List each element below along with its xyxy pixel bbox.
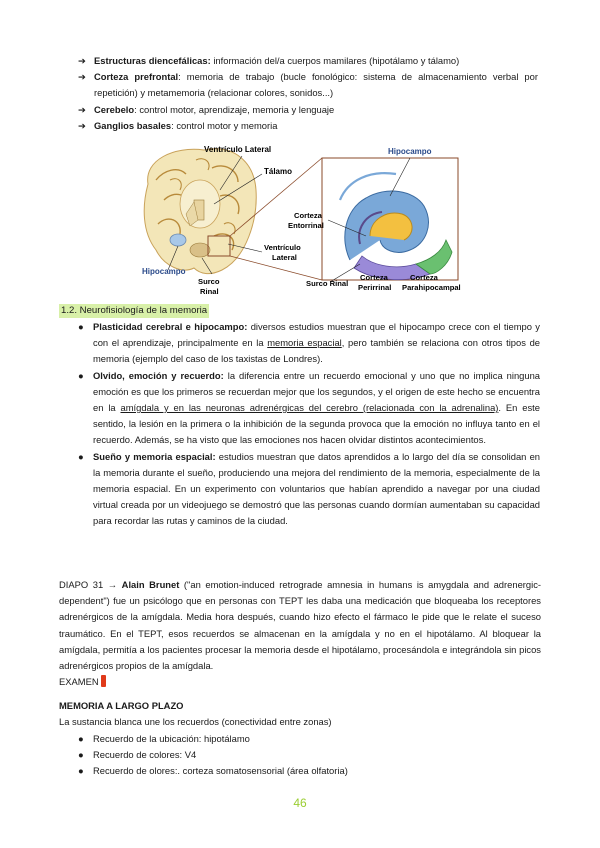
label-ventriculo: Ventrículo xyxy=(264,243,301,252)
bullet-icon: ● xyxy=(78,765,84,777)
list-item: ● Recuerdo de la ubicación: hipotálamo xyxy=(80,731,540,747)
label-corteza-perirrinal-1: Corteza xyxy=(360,273,388,282)
bullet-icon: ● xyxy=(78,321,84,332)
bullet-icon: ● xyxy=(78,450,84,462)
list-item: ➔ Estructuras diencefálicas: información del/a cuerpos mamilares (hipotálamo y tálamo) xyxy=(78,53,538,69)
brain-anatomy-figure xyxy=(134,140,464,302)
long-term-section xyxy=(59,698,541,730)
term: Estructuras diencefálicas: xyxy=(94,55,211,66)
page-number: 46 xyxy=(293,796,307,810)
long-term-heading: MEMORIA A LARGO PLAZO xyxy=(59,700,184,711)
list-item: ● Recuerdo de olores:. corteza somatosensorial (área olfatoria) xyxy=(80,763,540,779)
long-term-list xyxy=(80,731,540,780)
label-talamo: Tálamo xyxy=(264,167,293,176)
exclamation-icon xyxy=(101,675,106,687)
long-term-intro: La sustancia blanca une los recuerdos (conectividad entre zonas) xyxy=(59,716,332,728)
list-item: ● Sueño y memoria espacial: estudios muestran que datos aprendidos a lo largo del día se consolidan en la memoria durante el sueño, produciendo una mejora del rendimiento de la memoria, especialmente de la memoria espacial. En un experimento con voluntarios que habían aprendido a navegar por una ciudad virtual creada por un videojuego se demostró que las personas cuando dormían aumentaban su capacidad para recordar las rutas y caminos de la ciudad. xyxy=(78,450,540,527)
list-item: ● Olvido, emoción y recuerdo: la diferencia entre un recuerdo emocional y uno que no implica ninguna emoción es que los primeros se recuerdan mejor que los segundos, y el origen de este hecho se encuentra en la amígdala y en las neuronas adrenérgicas del cerebro (relacionada con la adrenalina). En este sentido, la lesión en la primera o la inhibición de la segunda provoca que la emoción no influya tanto en el recuerdo. Además, se ha visto que las emociones nos hacen olvidar distintos acontecimientos. xyxy=(78,369,541,446)
list-item: ➔ Ganglios basales: control motor y memoria xyxy=(78,118,538,134)
examen-tag: EXAMEN xyxy=(59,676,99,688)
label-corteza: Corteza xyxy=(294,211,322,220)
label-entorrinal: Entorrinal xyxy=(288,221,324,230)
list-item: ➔ Cerebelo: control motor, aprendizaje, memoria y lenguaje xyxy=(78,102,538,118)
bullet-icon: ● xyxy=(78,733,84,744)
term: Corteza prefrontal xyxy=(94,71,179,83)
bullet-icon: ● xyxy=(78,749,84,761)
arrow-icon: ➔ xyxy=(78,55,86,66)
diapo-paragraph: DIAPO 31 → Alain Brunet ("an emotion-induced retrograde amnesia in humans is amygdala and adrenergic-dependent") fue un psicólogo que en personas con TEPT les daba una medicación que bloqueaba los receptores adrenérgicos de la amígdala. Media hora después, cuando hizo efecto el fármaco le pide que le relate el suceso traumático. En el TEPT, esos recuerdos se almacenan en la amígdala y no en el hipotálamo. Al bloquear la amígdala, permitía a los pacientes procesar la memoria desde el hipotálamo, procesándola e integrándola sin picos adrenérgicos propios de la amígdala. EXAMEN xyxy=(59,579,542,688)
label-hipocampo-left: Hipocampo xyxy=(142,267,186,276)
arrow-icon: ➔ xyxy=(78,103,86,115)
list-item: ● Recuerdo de colores: V4 xyxy=(80,747,540,763)
label-surco-rinal-right: Surco Rinal xyxy=(306,279,349,288)
label-perirrinal: Perirrinal xyxy=(358,283,392,292)
label-ventriculo-lateral-top: Ventrículo Lateral xyxy=(204,145,272,154)
arrow-icon: ➔ xyxy=(78,119,86,131)
list-item: ➔ Corteza prefrontal: memoria de trabajo (bucle fonológico: sistema de almacenamiento verbal por repetición) y metamemoria (relacionar colores, sonidos...) xyxy=(78,71,538,99)
structures-list xyxy=(78,53,538,134)
label-surco: Surco xyxy=(198,277,220,286)
term: Cerebelo xyxy=(94,103,135,115)
label-hipocampo-right: Hipocampo xyxy=(388,147,432,156)
list-item: ● Plasticidad cerebral e hipocampo: diversos estudios muestran que el hipocampo crece con el tiempo y con el aprendizaje, principalmente en la memoria espacial, pero también se relaciona con otros tipos de memoria (ejemplo del caso de los taxistas de Londres). xyxy=(78,321,541,365)
label-parahipocampal: Parahipocampal xyxy=(402,283,461,292)
term: Ganglios basales xyxy=(94,119,172,131)
label-corteza-parahipocampal-1: Corteza xyxy=(410,273,438,282)
bullet-icon: ● xyxy=(78,369,84,381)
label-lateral: Lateral xyxy=(272,253,297,262)
arrow-icon: ➔ xyxy=(78,71,86,83)
section-heading: 1.2. Neurofisiología de la memoria xyxy=(61,305,208,316)
brain-coronal-slice xyxy=(144,149,256,274)
label-rinal: Rinal xyxy=(200,287,219,296)
neurophysiology-list xyxy=(80,319,540,530)
